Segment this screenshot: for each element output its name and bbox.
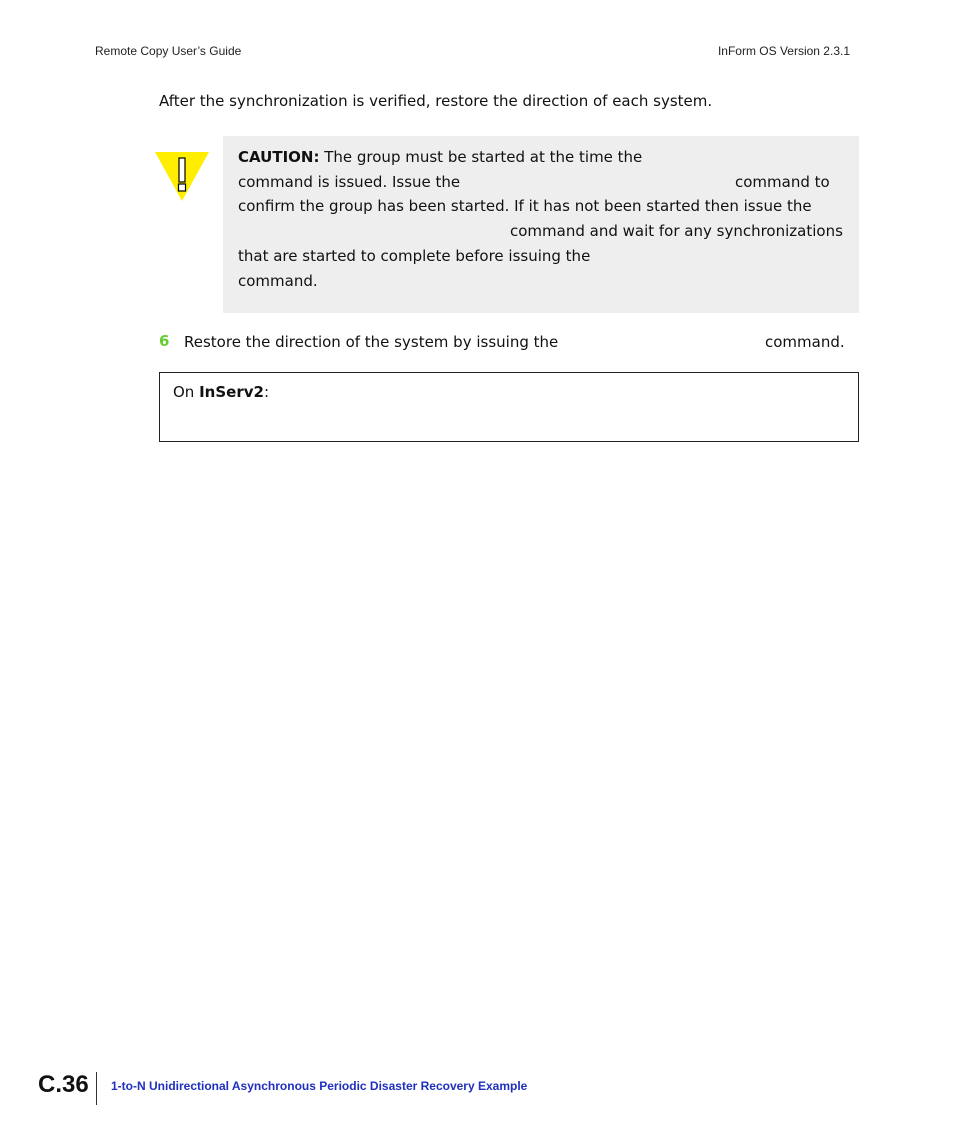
caution-line-4-right: command and wait for any synchronizations: [510, 222, 843, 240]
caution-label: CAUTION:: [238, 148, 320, 166]
system-name: InServ2: [199, 383, 264, 401]
caution-warning-triangle-icon: [154, 151, 210, 203]
command-example-label: [173, 382, 269, 402]
page-number: C.36: [38, 1071, 89, 1098]
step-number: 6: [159, 332, 170, 350]
footer-divider: [96, 1072, 97, 1105]
caution-line-2-right: command to: [735, 173, 830, 191]
caution-line-1-text: The group must be started at the time the: [324, 148, 643, 166]
footer-chapter-title: 1-to-N Unidirectional Asynchronous Periodic Disaster Recovery Example: [111, 1079, 528, 1093]
caution-line-1: [238, 147, 642, 167]
intro-paragraph: After the synchronization is verified, restore the direction of each system.: [159, 92, 713, 110]
caution-line-3: confirm the group has been started. If it has not been started then issue the: [238, 197, 812, 215]
caution-line-5: that are started to complete before issuing the: [238, 247, 591, 265]
step-text-tail: command.: [765, 333, 845, 351]
running-header-right: InForm OS Version 2.3.1: [717, 44, 850, 58]
code-prefix: On: [173, 383, 200, 401]
running-header-left: Remote Copy User’s Guide: [95, 44, 242, 58]
command-example-box: [159, 372, 859, 442]
caution-line-6: command.: [238, 272, 318, 290]
step-text: Restore the direction of the system by issuing the: [184, 333, 559, 351]
caution-line-2-left: command is issued. Issue the: [238, 173, 461, 191]
caution-note-box: [223, 136, 859, 313]
code-suffix: :: [263, 383, 270, 401]
